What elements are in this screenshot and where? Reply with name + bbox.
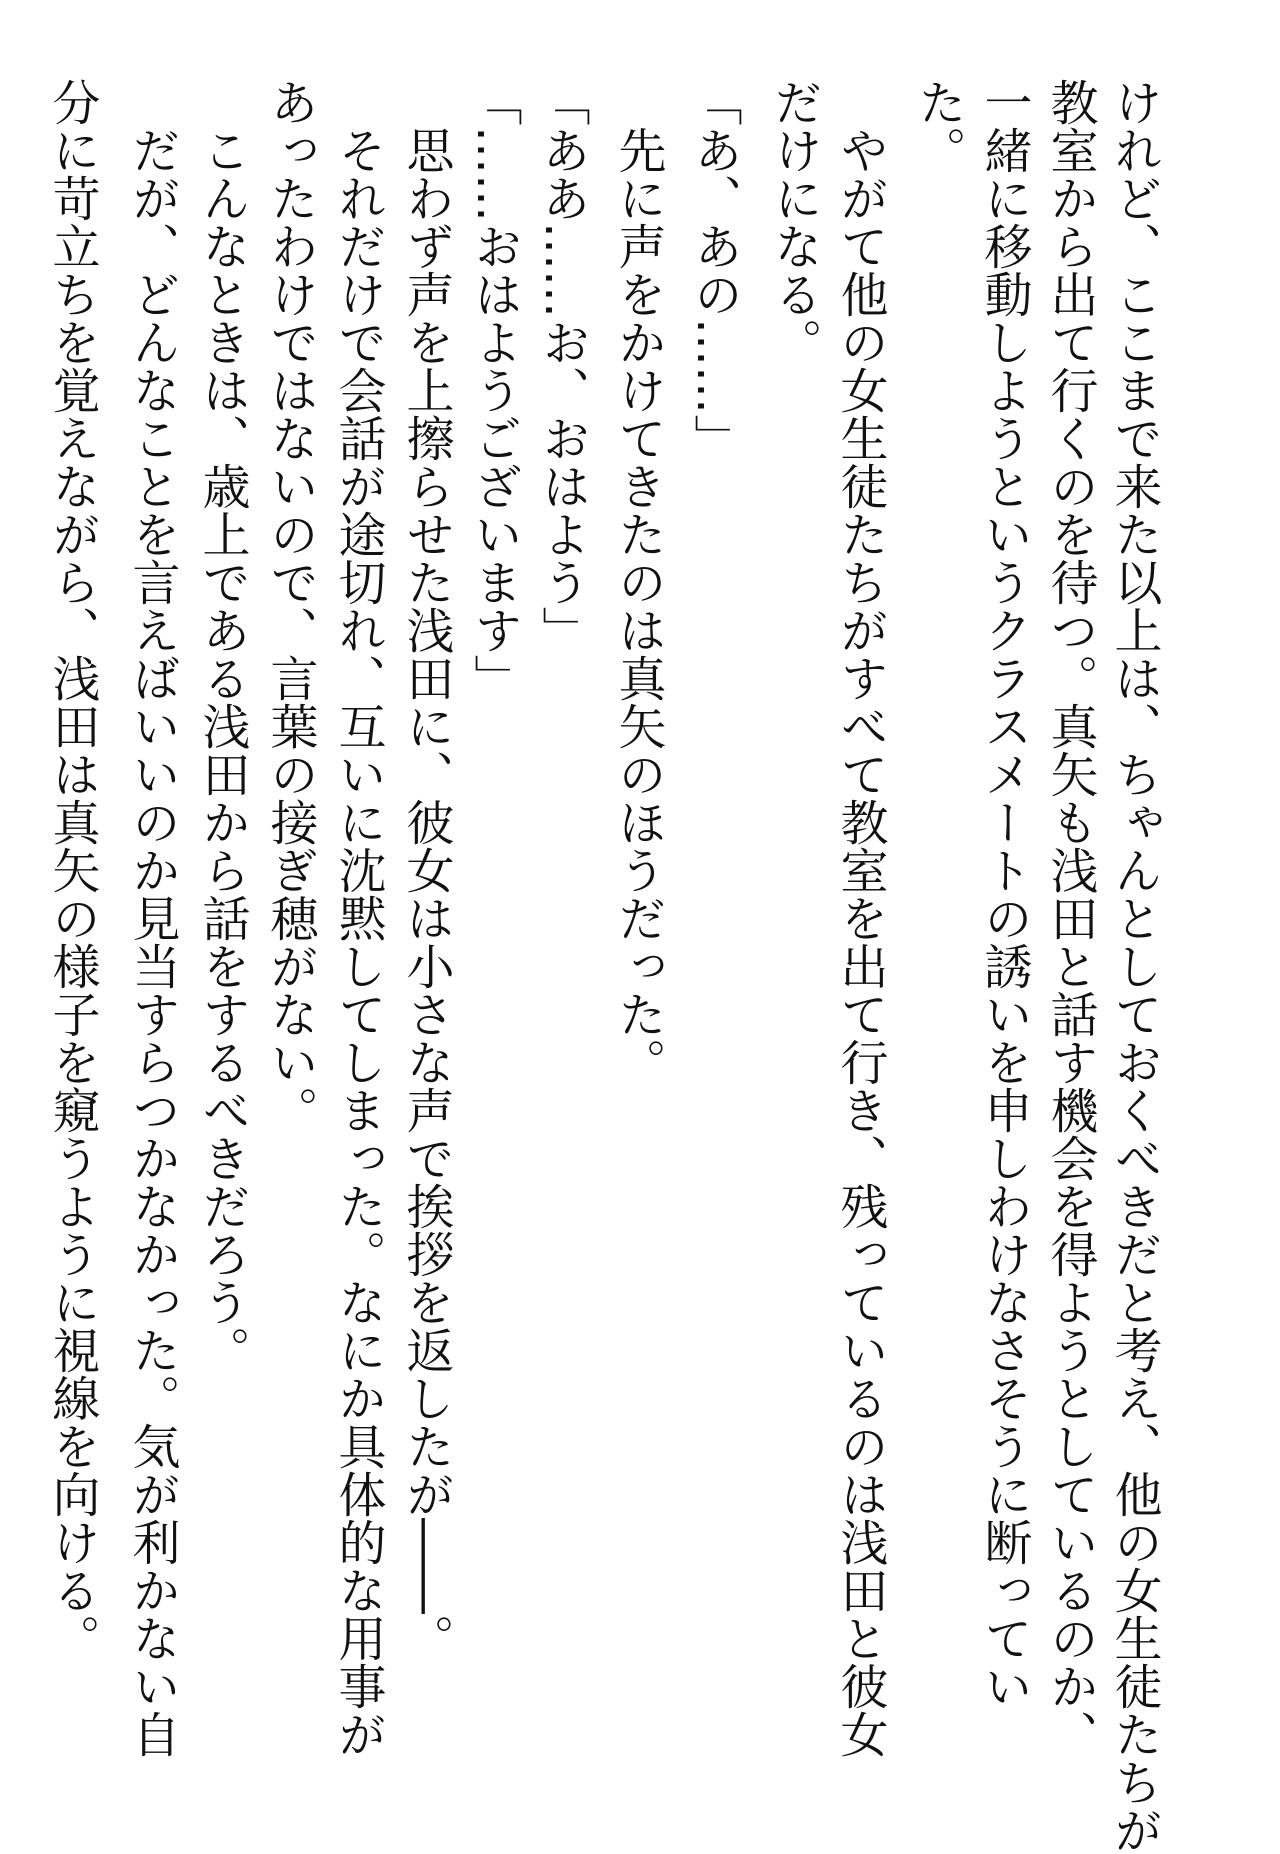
text-column-7: 「あ、あの……」 — [686, 78, 742, 462]
text-column-15: だが、どんなことを言えばいいのか見当すらつかなかった。気が利かない自 — [124, 78, 180, 1758]
text-column-13: あったわけではないので、言葉の接ぎ穂がない。 — [262, 78, 318, 1134]
text-column-6: だけになる。 — [766, 78, 822, 366]
text-column-5: やがて他の女生徒たちがすべて教室を出て行き、残っているのは浅田と彼女 — [832, 78, 888, 1758]
text-column-11: 思わず声を上擦らせた浅田に、彼女は小さな声で挨拶を返したが――。 — [398, 78, 454, 1662]
text-column-10: 「……おはようございます」 — [466, 78, 522, 702]
text-column-14: こんなときは、歳上である浅田から話をするべきだろう。 — [194, 78, 250, 1374]
text-column-12: それだけで会話が途切れ、互いに沈黙してしまった。なにか具体的な用事が — [330, 78, 386, 1758]
text-column-8: 先に声をかけてきたのは真矢のほうだった。 — [610, 78, 666, 1086]
text-column-9: 「ああ……お、おはよう」 — [534, 78, 590, 654]
text-column-2: 教室から出て行くのを待つ。真矢も浅田と話す機会を得ようとしているのか、 — [1042, 78, 1098, 1758]
text-column-1: けれど、ここまで来た以上は、ちゃんとしておくべきだと考え、他の女生徒たちが — [1106, 78, 1162, 1854]
text-column-4: た。 — [910, 78, 966, 174]
text-column-16: 分に苛立ちを覚えながら、浅田は真矢の様子を窺うように視線を向ける。 — [44, 78, 100, 1662]
text-column-3: 一緒に移動しようというクラスメートの誘いを申しわけなさそうに断ってい — [976, 78, 1032, 1710]
